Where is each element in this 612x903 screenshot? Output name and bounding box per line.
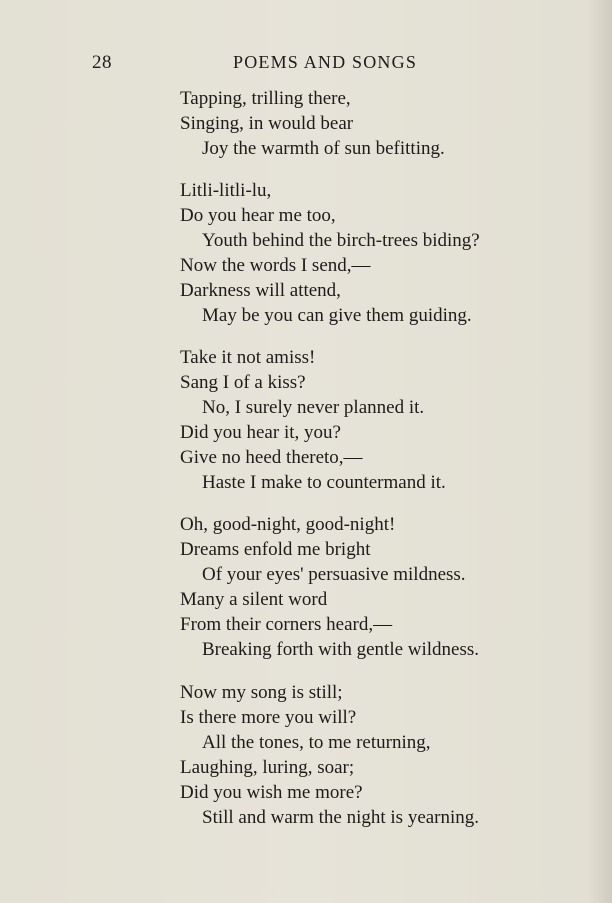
page-number: 28 [92, 52, 112, 73]
verse-line-indented: Youth behind the birch-trees biding? [202, 230, 480, 251]
stanza-4 [180, 512, 580, 662]
verse-line: Laughing, luring, soar; [180, 757, 355, 778]
verse-line-indented: No, I surely never planned it. [202, 397, 425, 418]
verse-line-indented: Still and warm the night is yearning. [202, 807, 480, 828]
verse-line: Did you hear it, you? [180, 422, 341, 443]
verse-line: From their corners heard,— [180, 614, 393, 635]
running-title: POEMS AND SONGS [233, 52, 418, 72]
verse-line: Many a silent word [180, 589, 328, 610]
stanza-5 [180, 680, 580, 830]
verse-line: Is there more you will? [180, 707, 357, 728]
verse-line: Give no heed thereto,— [180, 447, 363, 468]
verse-line: Tapping, trilling there, [180, 88, 351, 109]
verse-line-indented: Breaking forth with gentle wildness. [202, 639, 480, 660]
stanza-3 [180, 345, 580, 495]
verse-line-indented: Of your eyes' persuasive mildness. [202, 564, 466, 585]
verse-line-indented: May be you can give them guiding. [202, 305, 472, 326]
verse-line-indented: All the tones, to me returning, [202, 732, 431, 753]
verse-line-indented: Haste I make to countermand it. [202, 472, 446, 493]
verse-line: Sang I of a kiss? [180, 372, 306, 393]
verse-line: Dreams enfold me bright [180, 539, 371, 560]
verse-line: Take it not amiss! [180, 347, 316, 368]
verse-line: Darkness will attend, [180, 280, 341, 301]
verse-line: Now the words I send,— [180, 255, 371, 276]
verse-line: Now my song is still; [180, 682, 343, 703]
verse-line: Oh, good-night, good-night! [180, 514, 396, 535]
verse-line: Litli-litli-lu, [180, 180, 272, 201]
verse-line-indented: Joy the warmth of sun befitting. [202, 138, 445, 159]
verse-line: Singing, in would bear [180, 113, 354, 134]
stanza-2 [180, 178, 580, 328]
stanza-1 [180, 86, 580, 161]
verse-line: Did you wish me more? [180, 782, 363, 803]
verse-line: Do you hear me too, [180, 205, 336, 226]
